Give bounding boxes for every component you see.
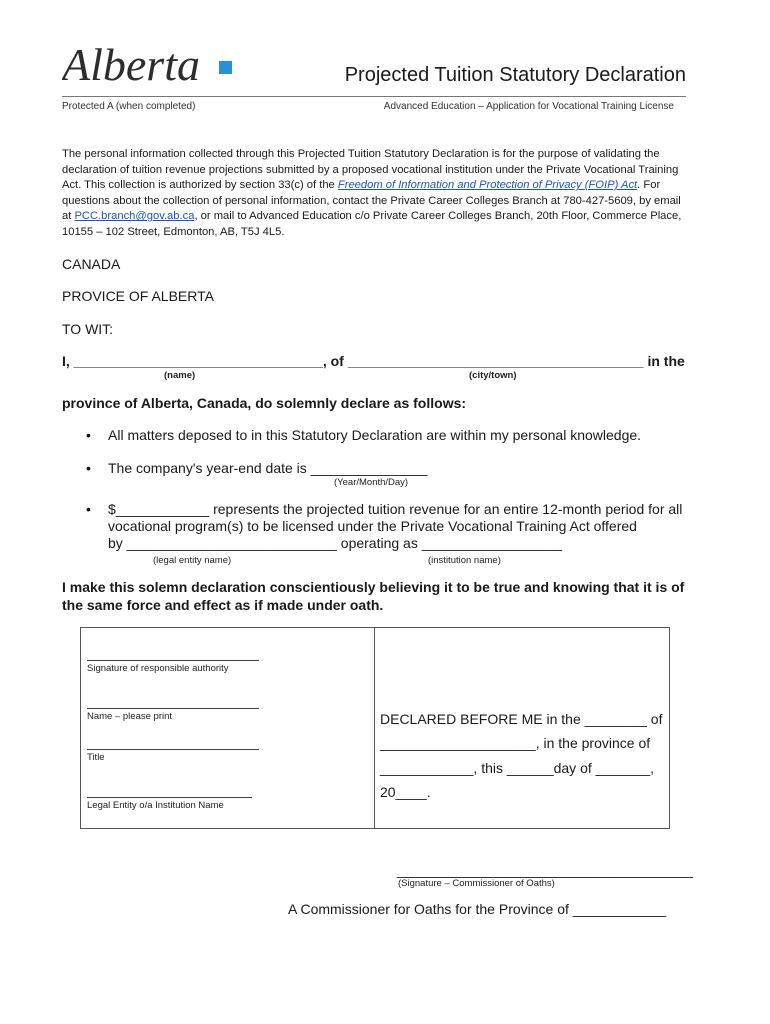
declared-before-line-2[interactable]: ____________________, in the province of	[380, 735, 651, 751]
declarant-line[interactable]: I, ________________________________, of ______________________________________ in the	[62, 353, 685, 369]
commissioner-province-line[interactable]: A Commissioner for Oaths for the Province of ____________	[288, 901, 667, 917]
protected-label: Protected A (when completed)	[62, 101, 196, 112]
privacy-notice: The personal information collected through this Projected Tuition Statutory Declaration is for the purpose of validating the declaration of tuition revenue projections submitted by a proposed vocational institution under the Private Vocational Training Act. This collection is authorized by section 33(c) of the Freedom of Information and Protection of Privacy (FOIP) Act. For questions about the collection of personal information, contact the Private Career Colleges Branch at 780-427-5609, by email at PCC.branch@gov.ab.ca, or mail to Advanced Education c/o Private Career Colleges Branch, 20th Floor, Commerce Place, 10155 – 102 Street, Edmonton, AB, T5J 4L5.	[62, 148, 682, 238]
foip-act-link[interactable]: Freedom of Information and Protection of Privacy (FOIP) Act	[337, 179, 638, 192]
header-rule	[62, 96, 686, 97]
name-print-line[interactable]	[87, 708, 259, 709]
institution-name-label: (institution name)	[428, 555, 501, 566]
name-label: (name)	[164, 370, 196, 381]
province-heading: PROVICE OF ALBERTA	[62, 288, 214, 304]
entity-institution-field[interactable]: by ___________________________ operating as __________________	[108, 535, 562, 551]
year-month-day-label: (Year/Month/Day)	[334, 477, 409, 488]
solemn-declaration: I make this solemn declaration conscientiously believing it to be true and knowing that it is of the same force and effect as if made under oath.	[62, 579, 685, 613]
commissioner-signature-line[interactable]: ______________________________________	[397, 862, 693, 878]
bullet-dot: •	[86, 460, 91, 476]
legal-entity-line[interactable]	[87, 797, 252, 798]
bullet-dot: •	[86, 501, 91, 517]
declare-statement: province of Alberta, Canada, do solemnly declare as follows:	[62, 395, 467, 411]
logo-wordmark: Alberta	[62, 39, 200, 90]
tuition-revenue-text: vocational program(s) to be licensed under the Private Vocational Training Act offered	[108, 518, 637, 534]
legal-entity-label: (legal entity name)	[153, 555, 232, 566]
page-title: Projected Tuition Statutory Declaration	[344, 64, 686, 86]
title-line[interactable]	[87, 749, 259, 750]
signature-box	[80, 627, 670, 829]
year-end-date-field[interactable]: The company's year-end date is _______________	[108, 460, 428, 476]
bullet-personal-knowledge: All matters deposed to in this Statutory Declaration are within my personal knowledge.	[108, 427, 642, 443]
signature-box-divider	[374, 627, 375, 828]
tuition-revenue-field[interactable]: $____________ represents the projected tuition revenue for an entire 12-month period for all	[108, 501, 683, 517]
declared-before-line-1[interactable]: DECLARED BEFORE ME in the ________ of	[380, 711, 663, 727]
country-heading: CANADA	[62, 256, 121, 272]
city-label: (city/town)	[469, 370, 517, 381]
logo-blue-square	[219, 61, 232, 74]
email-link[interactable]: PCC.branch@gov.ab.ca	[74, 210, 195, 223]
alberta-logo	[62, 30, 242, 90]
commissioner-signature-label: (Signature – Commissioner of Oaths)	[398, 878, 555, 889]
title-label: Title	[87, 752, 105, 763]
signature-label: Signature of responsible authority	[87, 663, 229, 674]
department-label: Advanced Education – Application for Vocational Training License	[383, 101, 674, 112]
to-wit-heading: TO WIT:	[62, 321, 114, 337]
legal-entity-name-label: Legal Entity o/a Institution Name	[87, 800, 224, 811]
signature-line[interactable]	[87, 660, 259, 661]
declared-before-line-4[interactable]: 20____.	[380, 784, 431, 800]
bullet-dot: •	[86, 427, 91, 443]
name-print-label: Name – please print	[87, 711, 173, 722]
declared-before-line-3[interactable]: ____________, this ______day of _______,	[380, 760, 655, 776]
